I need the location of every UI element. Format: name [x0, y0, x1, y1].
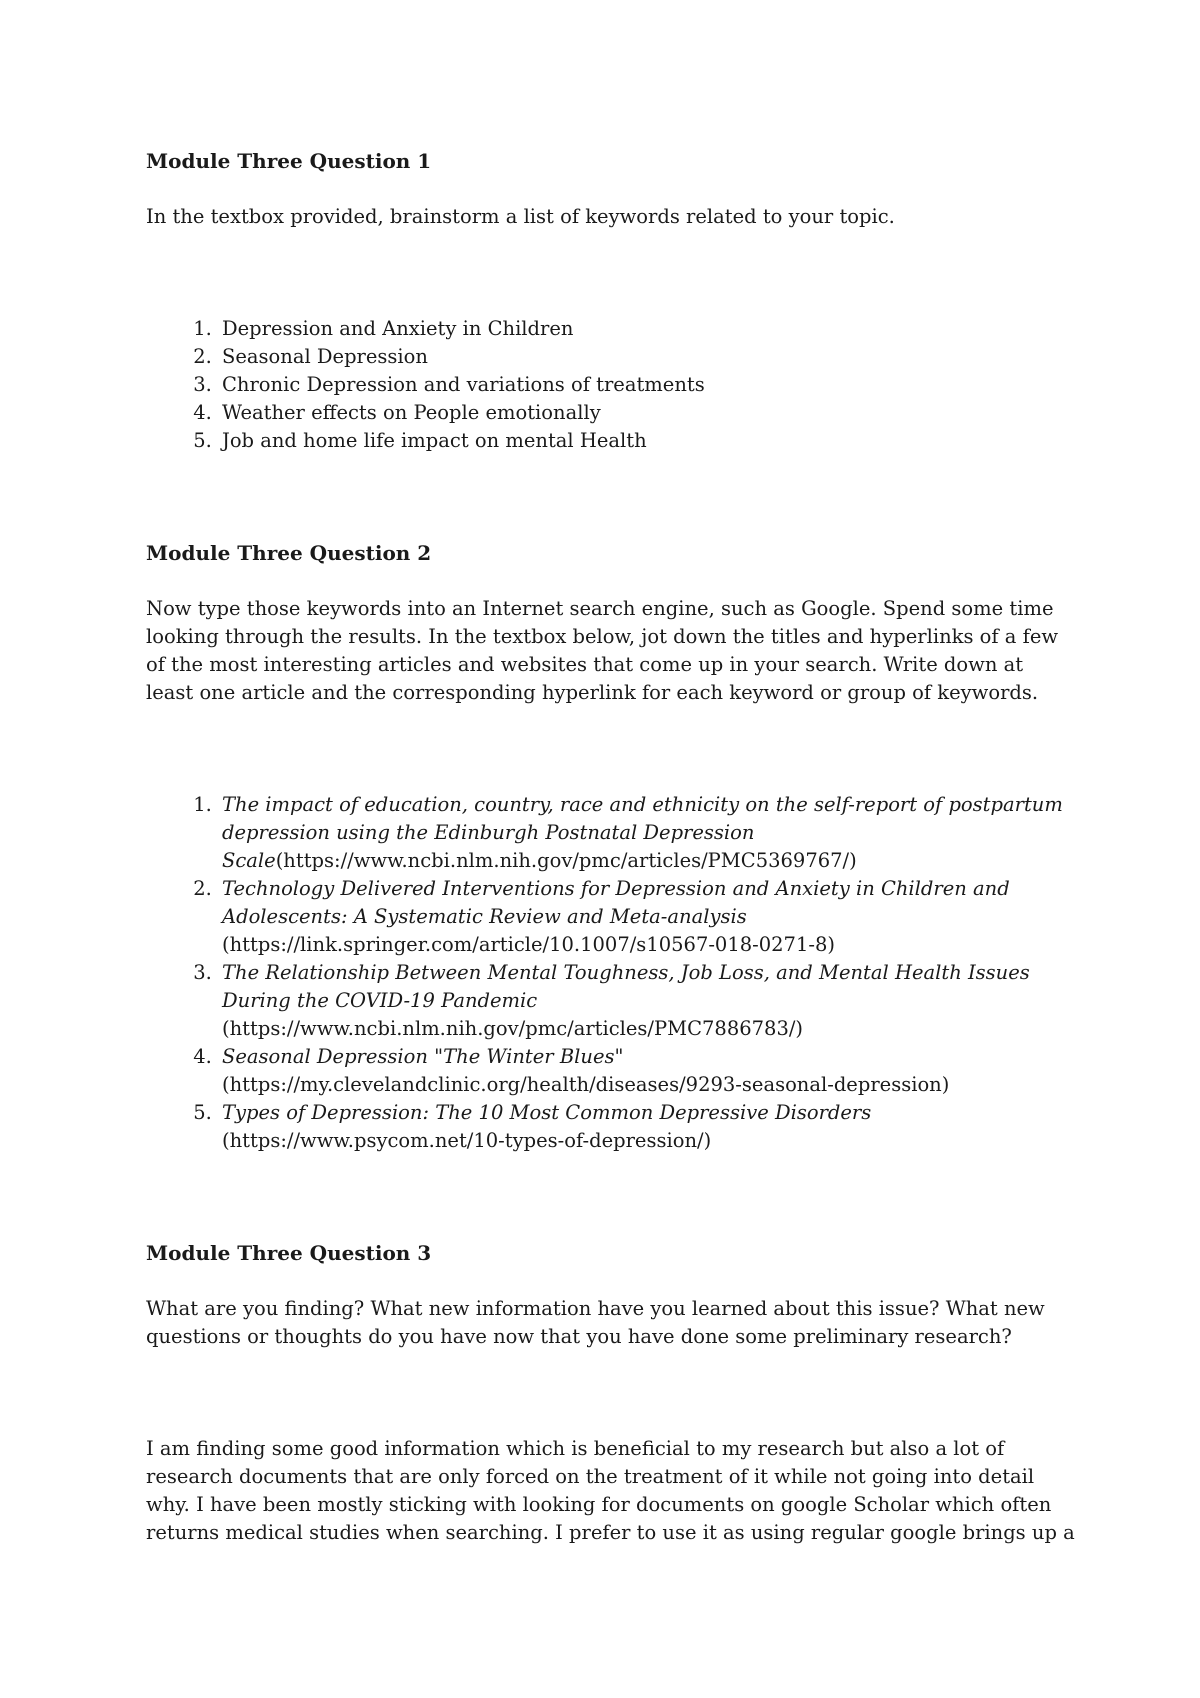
- q3-prompt: What are you finding? What new information have you learned about this issue? What new questions or thoughts do you have now that you have done some preliminary research?: [146, 1297, 1045, 1348]
- keyword-item: 2. Seasonal Depression: [218, 343, 1076, 371]
- article-title: The Relationship Between Mental Toughness, Job Loss, and Mental Health Issues During the COVID-19 Pandemic: [222, 961, 1030, 1012]
- keyword-list: [146, 315, 1076, 455]
- article-link: (https://www.psycom.net/10-types-of-depression/): [222, 1129, 712, 1152]
- q3-answer: I am finding some good information which is beneficial to my research but also a lot of research documents that are only forced on the treatment of it while not going into detail why. I have been mostly sticking with looking for documents on google Scholar which often returns medical studies when searching. I prefer to use it as using regular google brings up a: [146, 1437, 1075, 1544]
- q2-heading: Module Three Question 2: [146, 541, 432, 565]
- article-item: [218, 1099, 1076, 1155]
- q1-prompt: In the textbox provided, brainstorm a list of keywords related to your topic.: [146, 205, 895, 228]
- q1-heading: Module Three Question 1: [146, 149, 432, 173]
- article-link: (https://my.clevelandclinic.org/health/diseases/9293-seasonal-depression): [222, 1073, 950, 1096]
- article-item: [218, 875, 1076, 959]
- article-title: Types of Depression: The 10 Most Common Depressive Disorders: [222, 1101, 872, 1124]
- keyword-item: 3. Chronic Depression and variations of treatments: [218, 371, 1076, 399]
- document-body: [146, 147, 1076, 1547]
- keyword-item: 5. Job and home life impact on mental Health: [218, 427, 1076, 455]
- keyword-item: 1. Depression and Anxiety in Children: [218, 315, 1076, 343]
- article-link: (https://link.springer.com/article/10.1007/s10567-018-0271-8): [222, 933, 835, 956]
- article-item: [218, 791, 1076, 875]
- q3-heading: Module Three Question 3: [146, 1241, 432, 1265]
- article-link: (https://www.ncbi.nlm.nih.gov/pmc/articles/PMC7886783/): [222, 1017, 804, 1040]
- keyword-item: 4. Weather effects on People emotionally: [218, 399, 1076, 427]
- article-list: [146, 791, 1076, 1155]
- article-item: [218, 959, 1076, 1043]
- article-title: Technology Delivered Interventions for Depression and Anxiety in Children and Adolescents: A Systematic Review and Meta-analysis: [222, 877, 1010, 928]
- article-link: (https://www.ncbi.nlm.nih.gov/pmc/articles/PMC5369767/): [275, 849, 857, 872]
- article-item: [218, 1043, 1076, 1099]
- article-title: Seasonal Depression "The Winter Blues": [222, 1045, 624, 1068]
- article-title: The impact of education, country, race and ethnicity on the self-report of postpartum depression using the Edinburgh Postnatal Depression Scale: [222, 793, 1063, 872]
- q2-prompt: Now type those keywords into an Internet search engine, such as Google. Spend some time looking through the results. In the textbox below, jot down the titles and hyperlinks of a few of the most interesting articles and websites that come up in your search. Write down at least one article and the corresponding hyperlink for each keyword or group of keywords.: [146, 597, 1059, 704]
